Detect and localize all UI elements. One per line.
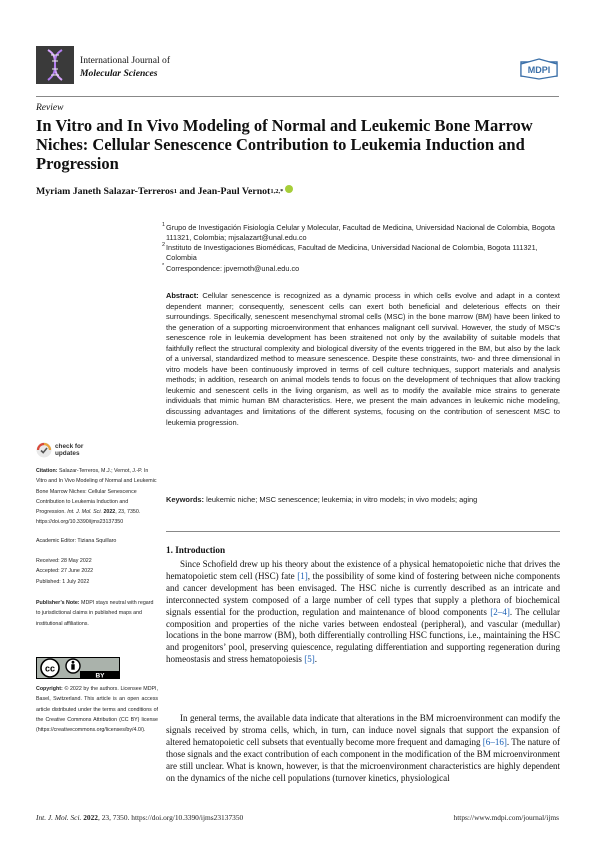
publisher-note-label: Publisher’s Note:: [36, 600, 80, 606]
article-title: In Vitro and In Vivo Modeling of Normal and Leukemic Bone Marrow Niches: Cellular Senescence Contribution to Leukemia Induction and Progression: [36, 116, 533, 173]
affiliation-number: 1: [162, 222, 166, 228]
correspondence-text: Correspondence: jpvernoth@unal.edu.co: [166, 264, 300, 273]
citation-block: [36, 466, 158, 528]
affiliation-item: [162, 222, 556, 243]
paragraph-text: In general terms, the available data indicate that alterations in the BM microenvironment can modify the signals received by stroma cells, which, in turn, can induce novel signals that support the expansion of altered hematopoietic cell subsets that eventually become more frequent and damaging: [166, 713, 560, 747]
mdpi-logo-icon: [517, 58, 561, 80]
body-paragraph: [166, 713, 560, 784]
footer-journal: Int. J. Mol. Sci.: [36, 813, 82, 822]
affiliation-marker: 1,2,*: [270, 188, 284, 195]
check-updates-line2: updates: [55, 450, 80, 457]
footer-doi[interactable]: , 23, 7350. https://doi.org/10.3390/ijms23137350: [98, 813, 244, 822]
author-separator: and: [176, 186, 198, 197]
citation-label: Citation:: [36, 468, 58, 474]
affiliation-text: Grupo de Investigación Fisiología Celular y Molecular, Facultad de Medicina, Universidad Nacional de Colombia, Bogota 111321, Colombia; mjsalazart@unal.edu.co: [166, 223, 555, 242]
paragraph-text: , the possibility of some kind of fostering between niche components and cancer development has been envisaged. The HSC niche is currently described as an intricate and interconnected system composed of a large number of cell types that supply a plethora of biochemical signals essential for the production, regulation and maintenance of blood components: [166, 570, 560, 617]
citation-journal: Int. J. Mol. Sci.: [67, 509, 102, 516]
citation-link[interactable]: [1]: [297, 570, 308, 581]
check-updates-icon: [36, 442, 52, 458]
orcid-icon[interactable]: [285, 185, 293, 193]
affiliation-marker: 1: [173, 188, 177, 195]
citation-link[interactable]: [5]: [304, 654, 315, 665]
body-paragraph: [166, 559, 560, 666]
footer-year: 2022: [83, 813, 98, 822]
keywords: [166, 495, 560, 504]
check-for-updates-button[interactable]: [36, 442, 83, 458]
affiliation-item: [162, 242, 556, 263]
affiliation-text: Instituto de Investigaciones Biomédicas, Facultad de Medicina, Universidad Nacional de Colombia, Bogota 111321, Colombia: [166, 243, 538, 262]
publisher-note: [36, 598, 158, 629]
citation-link[interactable]: [6–16]: [482, 736, 507, 747]
keywords-divider: [166, 531, 560, 532]
check-updates-line1: check for: [55, 443, 84, 450]
academic-editor: Academic Editor: Tiziana Squillaro: [36, 538, 117, 544]
publisher-note-text: MDPI stays neutral with regard to jurisdictional claims in published maps and institutional affiliations.: [36, 600, 154, 627]
citation-year: 2022: [103, 509, 116, 516]
author-name[interactable]: Myriam Janeth Salazar-Terreros: [36, 186, 174, 197]
journal-logo-icon: [36, 46, 74, 84]
cc-by-text: BY: [95, 672, 105, 679]
footer-citation: [36, 813, 243, 822]
cc-by-license-icon[interactable]: [36, 657, 120, 679]
article-type: Review: [36, 103, 64, 113]
keywords-label: Keywords:: [166, 495, 205, 504]
author-list: [36, 186, 293, 197]
paragraph-text: .: [314, 654, 318, 665]
copyright-text: © 2022 by the authors. Licensee MDPI, Basel, Switzerland. This article is an open access article distributed under the terms and conditions of the Creative Commons Attribution (CC BY) license (https://creativecommons.org/licenses/by/4.0/).: [36, 686, 158, 734]
paragraph-text: . The nature of those signals and the exact contribution of each component in the modification of the BM microenvironment are still unclear. What is known, however, is that the microenvironment characteristics are highly dependent on the dynamics of the niche cell populations (turnover kinetics, physiological: [166, 736, 560, 783]
paragraph-text: Since Schofield drew up his theory about the existence of a physical hematopoietic niche that drives the hematopoietic stem cell (HSC) fate: [166, 559, 560, 581]
correspondence-item: [162, 263, 556, 274]
abstract-label: Abstract:: [166, 291, 199, 300]
publication-dates: [36, 556, 158, 587]
affiliation-number: 2: [162, 242, 166, 248]
citation-text: Salazar-Terreros, M.J.; Vernot, J.-P. In Vitro and In Vivo Modeling of Normal and Leukemic Bone Marrow Niches: Cellular Senescence Contribution to Leukemia Induction and Progression.: [36, 468, 157, 516]
citation-link[interactable]: [2–4]: [490, 606, 510, 617]
svg-text:MDPI: MDPI: [527, 65, 551, 75]
keywords-text: leukemic niche; MSC senescence; leukemia; in vitro models; in vivo models; aging: [206, 495, 478, 504]
citation-doi[interactable]: , 23, 7350. https://doi.org/10.3390/ijms23137350: [36, 509, 141, 526]
footer-journal-url[interactable]: https://www.mdpi.com/journal/ijms: [453, 813, 559, 822]
copyright-notice: [36, 684, 158, 735]
published-date: Published: 1 July 2022: [36, 578, 90, 585]
cc-text: cc: [44, 663, 56, 674]
paragraph-text: . The cellular composition and properties of the niche varies between endosteal (peripheral), and vascular (medullar) locations in the bone marrow (BM), both differentially controlling HSC functions, i.e., maintaining the HSC and progenitors’ pool, preserving quiescence, regulating differentiation and supporting regeneration during homeostasis and stress hematopoiesis: [166, 606, 560, 665]
abstract-text: Cellular senescence is recognized as a dynamic process in which cells evolve and adapt in a context dependent manner; consequently, senescent cells can exert both beneficial and deleterious effects on their surroundings. Specifically, senescent mesenchymal stromal cells (MSC) in the bone marrow (BM) have been linked to the generation of a supporting microenvironment that enhances malignant cell survival. However, the study of MSC’s senescence role in leukemia development has been straitened not only by the availability of suitable models that faithfully reflect the structural complexity and biological diversity of the events triggered in the BM, but also by the lack of a universal, standardized method to measure senescence. Despite these constraints, two- and three dimensional in vitro models have been continuously improved in terms of cell culture techniques, support materials and analysis methods; in addition, research on animal models tends to focus on the development of techniques that allow tracking leukemic and senescent cells in the living organism, as well as to modify the available mice strains to generate individuals that mimic human BM characteristics. Here, we present the main advances in leukemic niche modeling, discussing advantages and limitations of the different systems, focusing on the contribution of senescent MSC to leukemia progression.: [166, 291, 560, 427]
received-date: Received: 28 May 2022: [36, 558, 92, 564]
copyright-label: Copyright:: [36, 686, 63, 692]
author-name[interactable]: Jean-Paul Vernot: [197, 186, 271, 197]
affiliation-number: *: [162, 263, 165, 269]
section-heading: 1. Introduction: [166, 545, 226, 555]
accepted-date: Accepted: 27 June 2022: [36, 568, 94, 575]
abstract: [166, 291, 560, 428]
journal-name-line2: Molecular Sciences: [80, 68, 158, 79]
header-divider: [36, 96, 559, 97]
journal-name-line1: International Journal of: [80, 55, 171, 66]
